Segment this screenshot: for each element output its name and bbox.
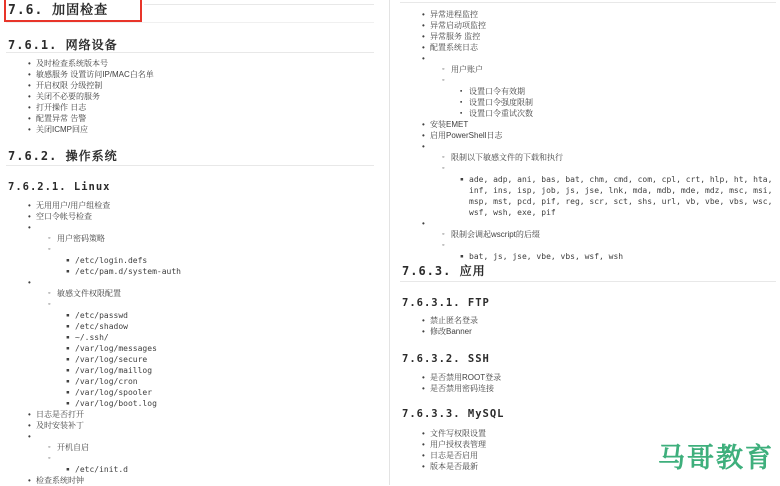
- list-item: • 用户授权表管理: [402, 439, 776, 450]
- section-heading-7-6-2: 7.6.2. 操作系统: [8, 149, 118, 163]
- divider: [6, 165, 374, 166]
- list-item: ▪ /etc/init.d: [8, 464, 374, 475]
- divider: [400, 2, 776, 3]
- list-item: ▪ /var/log/cron: [8, 376, 374, 387]
- section-heading-7-6: 7.6. 加固检查: [8, 3, 109, 18]
- list-item: [8, 431, 374, 442]
- list-item: • 检查系统时钟: [8, 475, 374, 486]
- list-item: ▪ /etc/passwd: [8, 310, 374, 321]
- divider: [6, 52, 374, 53]
- list-item: • 敏感服务 设置访问IP/MAC白名单: [8, 69, 374, 80]
- list-item-extensions: ▪ ade, adp, ani, bas, bat, chm, cmd, com, cpl, crt, hlp, ht, hta, inf, ins, isp, job, js, jse, lnk, mda, mdb, mde, mdz, msc, msi, msp, mst, pcd, pif, reg, scr, sct, shs, url, vb, vbe, vbs, wsc, wsf, wsh, exe, pif: [402, 174, 776, 218]
- list-item: [8, 299, 374, 310]
- list-item: • 无用用户/用户组检查: [8, 200, 374, 211]
- list-item: [8, 244, 374, 255]
- list-item: • 关闭ICMP回应: [8, 124, 374, 135]
- list-item: • 配置系统日志: [402, 42, 776, 53]
- divider: [144, 4, 374, 5]
- section-heading-7-6-3-3: 7.6.3.3. MySQL: [402, 408, 505, 420]
- magedu-logo: 马哥教育: [658, 443, 774, 473]
- network-device-list: [8, 58, 374, 135]
- list-item: ▪ /etc/pam.d/system-auth: [8, 266, 374, 277]
- list-item: • 修改Banner: [402, 326, 776, 337]
- list-item: • 异常服务 监控: [402, 31, 776, 42]
- list-item: ▪ /var/log/secure: [8, 354, 374, 365]
- list-item: • 版本是否最新: [402, 461, 776, 472]
- list-item: ▪ /var/log/messages: [8, 343, 374, 354]
- list-item: • 开启权限 分级控制: [8, 80, 374, 91]
- list-item: • 及时检查系统版本号: [8, 58, 374, 69]
- list-item: ◦ 开机自启: [8, 442, 374, 453]
- list-item: [402, 240, 776, 251]
- ftp-check-list: [402, 315, 776, 337]
- list-item: • 是否禁用密码连接: [402, 383, 776, 394]
- section-heading-7-6-2-1: 7.6.2.1. Linux: [8, 181, 111, 193]
- list-item-extensions: ▪ bat, js, jse, vbe, vbs, wsf, wsh: [402, 251, 776, 262]
- list-item: • 配置异常 告警: [8, 113, 374, 124]
- right-column: [402, 0, 776, 485]
- list-item: • 启用PowerShell日志: [402, 130, 776, 141]
- linux-check-list: [8, 200, 374, 486]
- list-item: ◦ 用户账户: [402, 64, 776, 75]
- list-item: ▪ 设置口令强度限制: [402, 97, 776, 108]
- list-item: • 打开操作 日志: [8, 102, 374, 113]
- list-item: • 及时安装补丁: [8, 420, 374, 431]
- list-item: ◦ 限制会调起wscript的后缀: [402, 229, 776, 240]
- windows-check-list: [402, 9, 776, 262]
- list-item: • 日志是否打开: [8, 409, 374, 420]
- list-item: ◦ 用户密码策略: [8, 233, 374, 244]
- section-heading-7-6-3-1: 7.6.3.1. FTP: [402, 297, 490, 309]
- list-item: ▪ /var/log/spooler: [8, 387, 374, 398]
- ssh-check-list: [402, 372, 776, 394]
- section-heading-7-6-3-2: 7.6.3.2. SSH: [402, 353, 490, 365]
- list-item: [8, 277, 374, 288]
- list-item: [402, 141, 776, 152]
- list-item: ▪ /var/log/maillog: [8, 365, 374, 376]
- list-item: [402, 53, 776, 64]
- section-heading-7-6-3: 7.6.3. 应用: [402, 264, 486, 278]
- divider: [400, 281, 776, 282]
- list-item: ▪ /var/log/boot.log: [8, 398, 374, 409]
- list-item: ▪ 设置口令有效期: [402, 86, 776, 97]
- list-item: • 安装EMET: [402, 119, 776, 130]
- list-item: [8, 453, 374, 464]
- left-column: [8, 0, 374, 485]
- list-item: [402, 75, 776, 86]
- list-item: • 空口令帐号检查: [8, 211, 374, 222]
- list-item: ▪ ~/.ssh/: [8, 332, 374, 343]
- list-item: [8, 222, 374, 233]
- list-item: • 禁止匿名登录: [402, 315, 776, 326]
- section-heading-7-6-1: 7.6.1. 网络设备: [8, 38, 118, 52]
- list-item: ◦ 限制以下敏感文件的下载和执行: [402, 152, 776, 163]
- list-item: ▪ /etc/login.defs: [8, 255, 374, 266]
- divider: [6, 22, 374, 23]
- list-item: • 文件写权限设置: [402, 428, 776, 439]
- list-item: ◦ 敏感文件权限配置: [8, 288, 374, 299]
- list-item: ▪ 设置口令重试次数: [402, 108, 776, 119]
- column-divider: [389, 0, 390, 485]
- list-item: • 异常进程监控: [402, 9, 776, 20]
- list-item: • 是否禁用ROOT登录: [402, 372, 776, 383]
- list-item: [402, 218, 776, 229]
- list-item: ▪ /etc/shadow: [8, 321, 374, 332]
- list-item: • 关闭不必要的服务: [8, 91, 374, 102]
- list-item: • 异常启动项监控: [402, 20, 776, 31]
- list-item: • 日志是否启用: [402, 450, 776, 461]
- list-item: [402, 163, 776, 174]
